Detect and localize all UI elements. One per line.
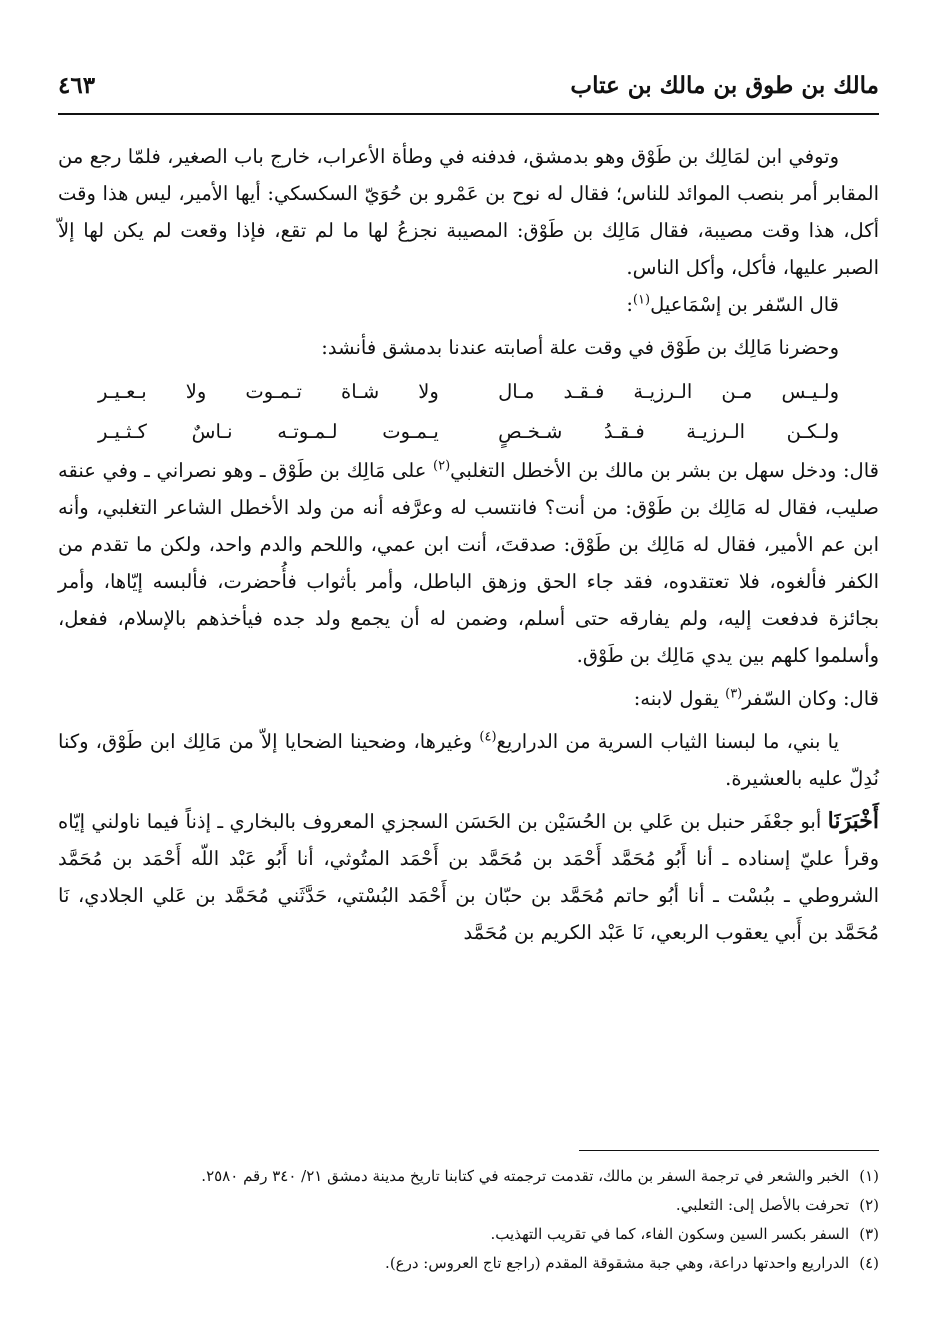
footnote-2 [58,1191,879,1220]
footnote-rule [579,1150,879,1151]
paragraph-6-rest: وغيرها، وضحينا الضحايا إلاّ من مَالِك ابن طَوْق، وكنا نُدِلّ عليه بالعشيرة. [58,730,879,790]
footnote-number: (٤) [859,1254,879,1272]
verse-2 [98,412,839,452]
footnote-number: (١) [859,1167,879,1185]
colon: : [626,293,633,316]
footnote-1 [58,1162,879,1191]
paragraph-6 [58,723,879,797]
footnote-4 [58,1249,879,1278]
page-number: ٤٦٣ [58,72,96,99]
footnote-text: الدراريع واحدتها دراعة، وهي جبة مشقوقة المقدم (راجع تاج العروس: درع). [385,1254,850,1272]
footnote-ref-1: (١) [632,292,651,308]
header-rule [58,113,879,115]
verse-2-second-hemistich: يـمـوت لـمـوتـه نـاسٌ كـثـيـر [98,420,439,443]
footnote-ref-3: (٣) [725,686,743,702]
footnote-number: (٣) [859,1225,879,1243]
paragraph-6-start: يا بني، ما لبسنا الثياب السرية من الدراريع [496,730,839,753]
paragraph-4-start: قال: ودخل سهل بن بشر بن مالك بن الأخطل التغلبي [450,459,879,482]
paragraph-5 [58,680,879,717]
footnote-number: (٢) [859,1196,879,1214]
main-text [58,138,879,951]
verse-1-first-hemistich: ولـيـس مـن الـرزيـة فـقـد مـال [498,380,839,403]
paragraph-5-start: قال: وكان السّفر [742,687,879,710]
verse-1 [98,372,839,412]
isnad-text: أبو جعْفَر حنبل بن عَلي بن الحُسَيْن بن الحَسَن السجزي المعروف بالبخاري ـ إذناً فيما ناولني إيّاه وقرأ عليّ إسناده ـ أنا أَبُو مُحَمَّد أَحْمَد بن مُحَمَّد بن أَحْمَد المتُوثي، أنا أَبُو عَبْد اللّه أَحْمَد بن مُحَمَّد الشروطي ـ ببُسْت ـ أنا أبُو حاتم مُحَمَّد بن حبّان بن أَحْمَد البُسْتي، حَدَّثَني مُحَمَّد بن عَلي الجلادي، نَا مُحَمَّد بن أَبي يعقوب الربعي، نَا عَبْد الكريم بن مُحَمَّد [58,810,879,944]
footnote-text: تحرفت بالأصل إلى: الثعلبي. [675,1196,850,1214]
paragraph-3: وحضرنا مَالِك بن طَوْق في وقت علة أصابته عندنا بدمشق فأنشد: [321,336,839,359]
verse-1-second-hemistich: ولا شـاة تـمـوت ولا بـعـيـر [98,380,439,403]
paragraph-4-rest: على مَالِك بن طَوْق ـ وهو نصراني ـ وفي عنقه صليب، فقال له مَالِك بن طَوْق: من أنت؟ فانتسب له وعرَّفه أنه من ولد الأخطل الشاعر التغلبي، وأنه ابن عم الأمير، فقال له مَالِك بن طَوْق: صدقتَ، أنت ابن عمي، واللحم والدم واحد، ولكن ما تقدم من الكفر فألغوه، فلا تعتقدوه، فقد جاء الحق وزهق الباطل، وأمر بأثواب فأُحضرت، فألبسه إيّاها، وأمر بجائزة فدفعت إليه، ولم يفارقه حتى أسلم، وضمن له أن يجمع ولد جده فيأخذهم بالإسلام، ففعل، وأسلموا كلهم بين يدي مَالِك بن طَوْق. [58,459,879,667]
paragraph-1: وتوفي ابن لمَالِك بن طَوْق وهو بدمشق، فدفنه في وطأة الأعراب، خارج باب الصغير، فلمّا رجع من المقابر أمر بنصب الموائد للناس؛ فقال له نوح بن عَمْرو بن حُوَيّ السكسكي: أيها الأمير، ليس هذا وقت أكل، هذا وقت مصيبة، فقال مَالِك بن طَوْق: المصيبة نجزعُ لها ما لم تقع، فإذا وقعت لم يكن لها إلاّ الصبر عليها، فأكل، وأكل الناس. [58,145,879,279]
poem [98,372,839,452]
footnote-ref-2: (٢) [433,458,451,474]
footnote-ref-4: (٤) [479,729,497,745]
paragraph-7 [58,803,879,951]
paragraph-2 [58,286,879,323]
page-header [58,68,879,112]
footnote-text: السفر بكسر السين وسكون الفاء، كما في تقريب التهذيب. [490,1225,850,1243]
running-title: مالك بن طوق بن مالك بن عتاب [570,72,879,99]
verse-2-first-hemistich: ولـكـن الـرزيـة فـقـدُ شـخـصٍ [498,420,839,443]
paragraph-4 [58,452,879,674]
akhbarana-keyword: أَخْبَرَنَا [827,808,879,834]
footnotes [58,1162,879,1278]
paragraph-5-rest: يقول لابنه: [633,687,719,710]
footnote-text: الخبر والشعر في ترجمة السفر بن مالك، تقدمت ترجمته في كتابنا تاريخ مدينة دمشق ٢١/ ٣٤٠ رقم ٢٥٨٠. [201,1167,850,1185]
paragraph-2-text: قال السّفر بن إسْمَاعيل [650,293,839,316]
footnote-3 [58,1220,879,1249]
